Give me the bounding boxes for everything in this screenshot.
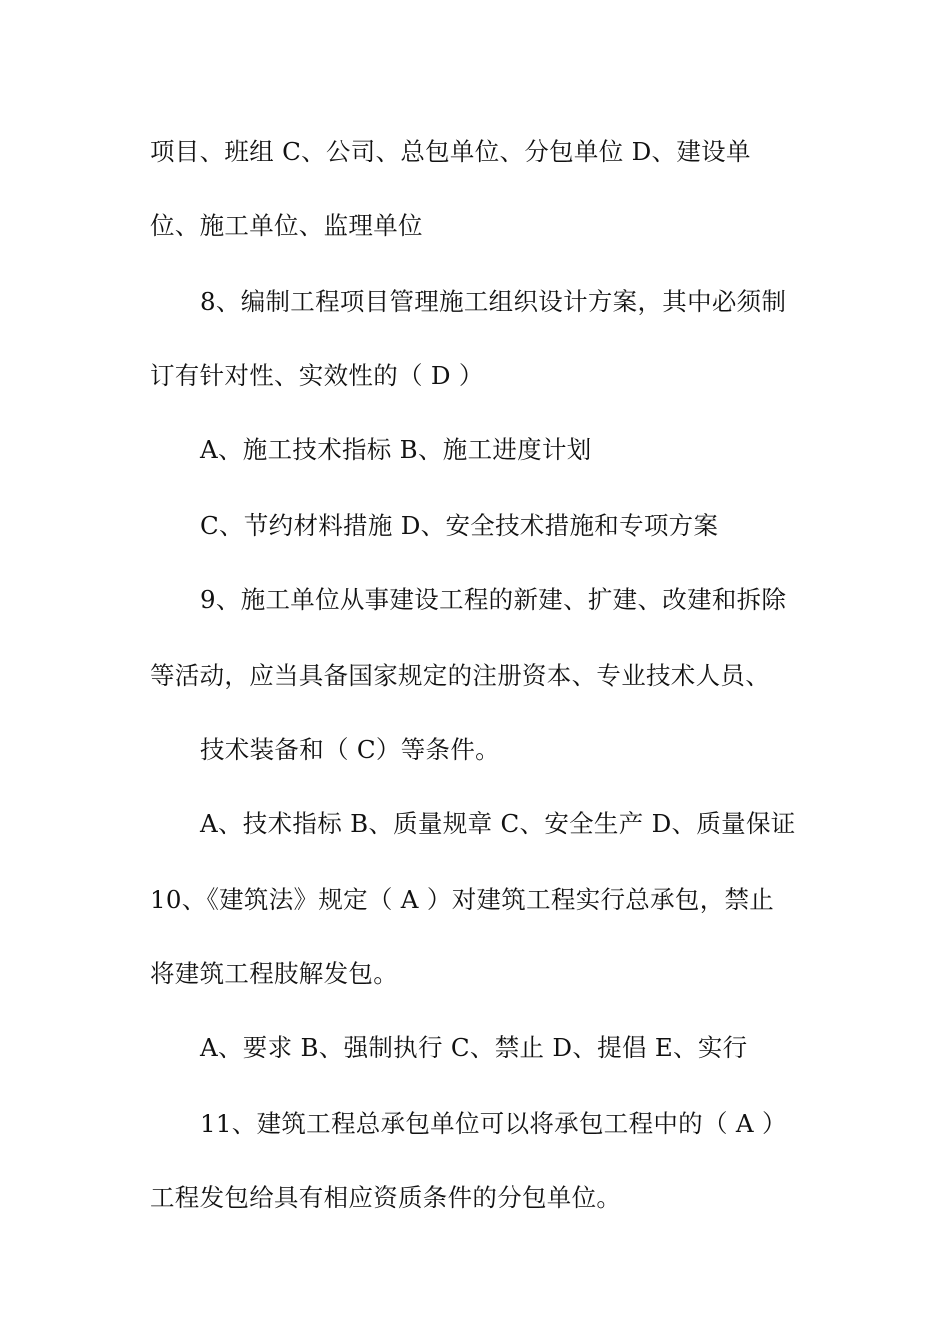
text-line: 订有针对性、实效性的（ D ） [150, 361, 484, 390]
question-8-options-cd: C、节约材料措施 D、安全技术措施和专项方案 [200, 511, 719, 540]
question-10-options: A、要求 B、强制执行 C、禁止 D、提倡 E、实行 [200, 1033, 748, 1062]
question-9-options: A、技术指标 B、质量规章 C、安全生产 D、质量保证 [200, 809, 796, 838]
question-8-text: 8、编制工程项目管理施工组织设计方案，其中必须制 [200, 287, 787, 316]
text-line: 项目、班组 C、公司、总包单位、分包单位 D、建设单 [150, 137, 751, 166]
question-9-text: 9、施工单位从事建设工程的新建、扩建、改建和拆除 [200, 585, 787, 614]
text-line: 等活动，应当具备国家规定的注册资本、专业技术人员、 [150, 661, 770, 690]
text-line: 工程发包给具有相应资质条件的分包单位。 [150, 1183, 622, 1212]
text-line: 将建筑工程肢解发包。 [150, 959, 398, 988]
question-8-options-ab: A、施工技术指标 B、施工进度计划 [200, 435, 592, 464]
text-line: 位、施工单位、监理单位 [150, 211, 423, 240]
question-10-text: 10、《建筑法》规定（ A ）对建筑工程实行总承包，禁止 [150, 885, 775, 914]
text-line: 技术装备和（ C）等条件。 [200, 735, 500, 764]
question-11-text: 11、建筑工程总承包单位可以将承包工程中的（ A ） [200, 1109, 787, 1138]
